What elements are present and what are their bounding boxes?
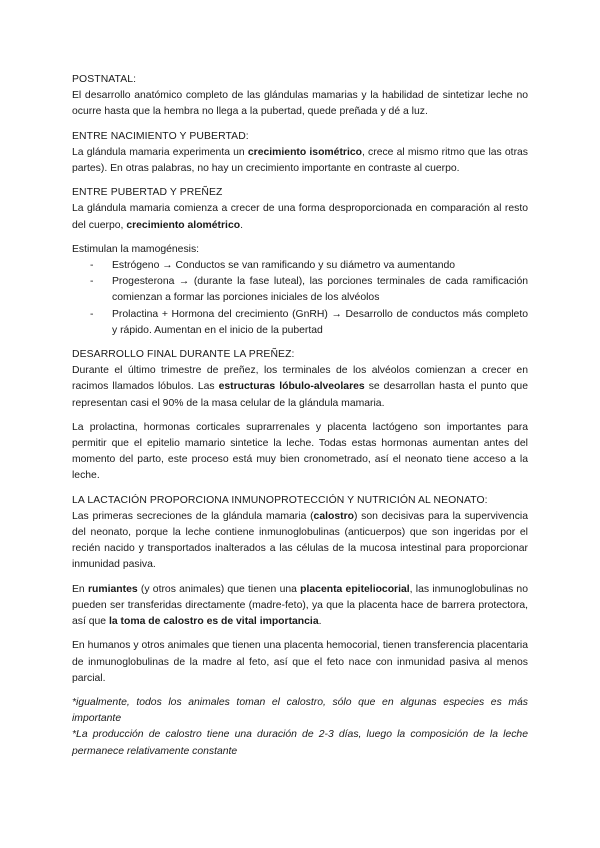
section-pubertad-prenez (72, 185, 528, 234)
paragraph: La glándula mamaria comienza a crecer de una forma desproporcionada en comparación al resto del cuerpo, crecimiento alométrico. (72, 203, 528, 231)
bold-term: calostro (313, 510, 354, 522)
list-item: - Progesterona → (durante la fase luteal), las porciones terminales de cada ramificación comienzan a formar las porciones iniciales de los alvéolos (90, 276, 528, 304)
paragraph: Durante el último trimestre de preñez, los terminales de los alvéolos comienzan a crecer en racimos llamados lóbulos. Las estructuras lóbulo-alveolares se desarrollan hasta el punto que representan casi el 90% de la masa celular de la glándula mamaria. (72, 365, 528, 409)
bold-term: la toma de calostro es de vital importancia (108, 616, 319, 628)
section-heading: ENTRE NACIMIENTO Y PUBERTAD: (72, 130, 249, 142)
footnote: *La producción de calostro tiene una duración de 2-3 días, luego la composición de la leche permanece relativamente constante (72, 729, 528, 757)
list-item: - Estrógeno → Conductos se van ramificando y su diámetro va aumentando (90, 260, 456, 272)
section-desarrollo-final (72, 347, 528, 485)
section-heading: DESARROLLO FINAL DURANTE LA PREÑEZ: (72, 349, 295, 361)
section-mamogenesis (72, 242, 528, 339)
hormone-list (72, 258, 528, 339)
footnote: *igualmente, todos los animales toman el calostro, sólo que en algunas especies es más importante (72, 696, 528, 725)
bold-term: rumiantes (87, 583, 138, 595)
section-postnatal (72, 72, 528, 121)
list-intro: Estimulan la mamogénesis: (72, 243, 200, 255)
section-nacimiento-pubertad (72, 129, 528, 178)
list-item: - Prolactina + Hormona del crecimiento (GnRH) → Desarrollo de conductos más completo y rápido. Aumentan en el inicio de la pubertad (90, 308, 528, 336)
section-heading: LA LACTACIÓN PROPORCIONA INMUNOPROTECCIÓN Y NUTRICIÓN AL NEONATO: (72, 494, 488, 506)
paragraph: En humanos y otros animales que tienen una placenta hemocorial, tienen transferencia placentaria de inmunoglobulinas de la madre al feto, así que el feto nace con inmunidad pasiva al menos parcial. (72, 640, 528, 684)
bold-term: crecimiento alométrico (126, 219, 241, 231)
bold-term: estructuras lóbulo-alveolares (218, 381, 365, 393)
section-lactacion (72, 493, 528, 687)
paragraph: En rumiantes (y otros animales) que tienen una placenta epiteliocorial, las inmunoglobulinas no pueden ser transferidas directamente (madre-feto), ya que la placenta hace de barrera protectora, así que la toma de calostro es de vital importancia. (72, 583, 528, 628)
document-page (72, 72, 528, 760)
bold-term: placenta epiteliocorial (300, 583, 410, 595)
section-heading: POSTNATAL: (72, 74, 137, 85)
paragraph: La glándula mamaria experimenta un crecimiento isométrico, crece al mismo ritmo que las otras partes). En otras palabras, no hay un crecimiento importante en contraste al cuerpo. (72, 146, 529, 175)
paragraph: El desarrollo anatómico completo de las glándulas mamarias y la habilidad de sintetizar leche no ocurre hasta que la hembra no llega a la pubertad, quede preñada y dé a luz. (72, 90, 528, 118)
paragraph: La prolactina, hormonas corticales suprarrenales y placenta lactógeno son importantes para permitir que el epitelio mamario sintetice la leche. Todas estas hormonas aumentan antes del momento del parto, este proceso está muy bien cronometrado, así el neonato tiene acceso a la leche. (72, 421, 528, 482)
bold-term: crecimiento isométrico (247, 146, 362, 158)
paragraph: Las primeras secreciones de la glándula mamaria (calostro) son decisivas para la supervivencia del neonato, porque la leche contiene inmunoglobulinas (anticuerpos) que son ingeridas por el recién nacido y transportados inalterados a las células de la mucosa intestinal para proporcionar inmunidad pasiva. (72, 510, 528, 571)
footnotes (72, 695, 528, 760)
section-heading: ENTRE PUBERTAD Y PREÑEZ (72, 187, 223, 199)
